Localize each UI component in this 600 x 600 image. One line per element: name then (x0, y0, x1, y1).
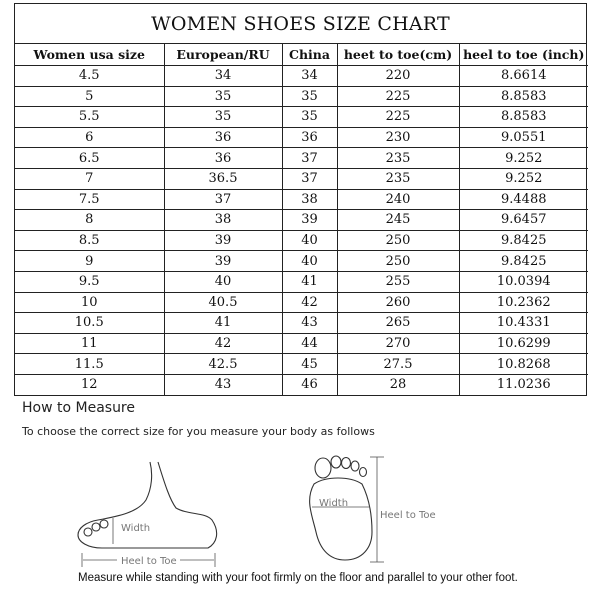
table-cell: 270 (337, 333, 459, 354)
table-cell: 40 (282, 251, 337, 272)
table-cell: 10.5 (15, 313, 164, 334)
size-chart (14, 3, 587, 396)
table-row (15, 354, 588, 375)
table-cell: 28 (337, 374, 459, 394)
sole-length-label: Heel to Toe (380, 510, 436, 521)
table-cell: 230 (337, 127, 459, 148)
measure-note: Measure while standing with your foot firmly on the floor and parallel to your other foot. (78, 572, 518, 584)
table-row (15, 168, 588, 189)
header-heel-to-toe-inch: heel to toe (inch) (459, 44, 588, 66)
table-cell: 9.252 (459, 148, 588, 169)
how-to-measure-subtitle: To choose the correct size for you measure your body as follows (22, 425, 375, 438)
table-cell: 11 (15, 333, 164, 354)
how-to-measure-heading: How to Measure (22, 400, 135, 416)
header-heel-to-toe-cm: heet to toe(cm) (337, 44, 459, 66)
size-table (15, 44, 588, 395)
table-cell: 41 (164, 313, 282, 334)
table-cell: 37 (282, 168, 337, 189)
table-cell: 9.8425 (459, 251, 588, 272)
table-cell: 8.8583 (459, 86, 588, 107)
table-cell: 8.5 (15, 230, 164, 251)
table-cell: 240 (337, 189, 459, 210)
table-cell: 10 (15, 292, 164, 313)
table-cell: 255 (337, 271, 459, 292)
table-cell: 40 (282, 230, 337, 251)
table-cell: 35 (164, 107, 282, 128)
table-cell: 250 (337, 230, 459, 251)
table-cell: 36 (164, 127, 282, 148)
table-cell: 37 (164, 189, 282, 210)
table-row (15, 148, 588, 169)
table-header-row (15, 44, 588, 66)
table-cell: 5.5 (15, 107, 164, 128)
table-cell: 9.0551 (459, 127, 588, 148)
table-cell: 9.8425 (459, 230, 588, 251)
foot-measure-illustration (0, 440, 600, 570)
table-cell: 10.6299 (459, 333, 588, 354)
table-cell: 245 (337, 210, 459, 231)
table-row (15, 210, 588, 231)
table-cell: 4.5 (15, 66, 164, 87)
table-cell: 9.6457 (459, 210, 588, 231)
table-cell: 7.5 (15, 189, 164, 210)
table-cell: 225 (337, 86, 459, 107)
table-cell: 220 (337, 66, 459, 87)
table-cell: 12 (15, 374, 164, 394)
table-cell: 38 (164, 210, 282, 231)
header-european-ru: European/RU (164, 44, 282, 66)
table-cell: 235 (337, 148, 459, 169)
side-width-label: Width (121, 523, 151, 534)
header-china: China (282, 44, 337, 66)
table-cell: 10.8268 (459, 354, 588, 375)
table-cell: 38 (282, 189, 337, 210)
table-cell: 6.5 (15, 148, 164, 169)
table-row (15, 333, 588, 354)
table-cell: 34 (164, 66, 282, 87)
table-cell: 35 (282, 86, 337, 107)
table-cell: 8.6614 (459, 66, 588, 87)
table-cell: 10.4331 (459, 313, 588, 334)
table-cell: 46 (282, 374, 337, 394)
table-row (15, 127, 588, 148)
table-cell: 27.5 (337, 354, 459, 375)
table-cell: 40.5 (164, 292, 282, 313)
table-cell: 36 (282, 127, 337, 148)
table-cell: 36.5 (164, 168, 282, 189)
table-cell: 36 (164, 148, 282, 169)
table-cell: 265 (337, 313, 459, 334)
table-row (15, 374, 588, 394)
side-length-label: Heel to Toe (121, 556, 177, 567)
table-cell: 8 (15, 210, 164, 231)
table-cell: 9.5 (15, 271, 164, 292)
table-cell: 40 (164, 271, 282, 292)
table-cell: 11.5 (15, 354, 164, 375)
table-cell: 42 (282, 292, 337, 313)
table-cell: 235 (337, 168, 459, 189)
table-cell: 260 (337, 292, 459, 313)
table-cell: 41 (282, 271, 337, 292)
table-cell: 34 (282, 66, 337, 87)
table-cell: 6 (15, 127, 164, 148)
table-cell: 35 (282, 107, 337, 128)
table-cell: 39 (164, 251, 282, 272)
table-cell: 250 (337, 251, 459, 272)
table-row (15, 66, 588, 87)
table-cell: 9.252 (459, 168, 588, 189)
table-cell: 10.2362 (459, 292, 588, 313)
table-cell: 42 (164, 333, 282, 354)
chart-title: WOMEN SHOES SIZE CHART (15, 4, 586, 44)
table-cell: 43 (164, 374, 282, 394)
table-cell: 35 (164, 86, 282, 107)
table-row (15, 313, 588, 334)
table-cell: 44 (282, 333, 337, 354)
header-usa-size: Women usa size (15, 44, 164, 66)
table-cell: 225 (337, 107, 459, 128)
table-cell: 39 (164, 230, 282, 251)
table-cell: 9.4488 (459, 189, 588, 210)
table-row (15, 251, 588, 272)
table-cell: 39 (282, 210, 337, 231)
table-row (15, 230, 588, 251)
table-cell: 10.0394 (459, 271, 588, 292)
table-cell: 42.5 (164, 354, 282, 375)
table-cell: 9 (15, 251, 164, 272)
table-row (15, 292, 588, 313)
table-cell: 5 (15, 86, 164, 107)
table-cell: 43 (282, 313, 337, 334)
table-cell: 8.8583 (459, 107, 588, 128)
table-cell: 11.0236 (459, 374, 588, 394)
table-cell: 7 (15, 168, 164, 189)
side-foot-icon (78, 462, 217, 548)
sole-width-label: Width (319, 498, 349, 509)
table-row (15, 271, 588, 292)
table-row (15, 86, 588, 107)
table-cell: 37 (282, 148, 337, 169)
table-row (15, 107, 588, 128)
table-row (15, 189, 588, 210)
table-cell: 45 (282, 354, 337, 375)
